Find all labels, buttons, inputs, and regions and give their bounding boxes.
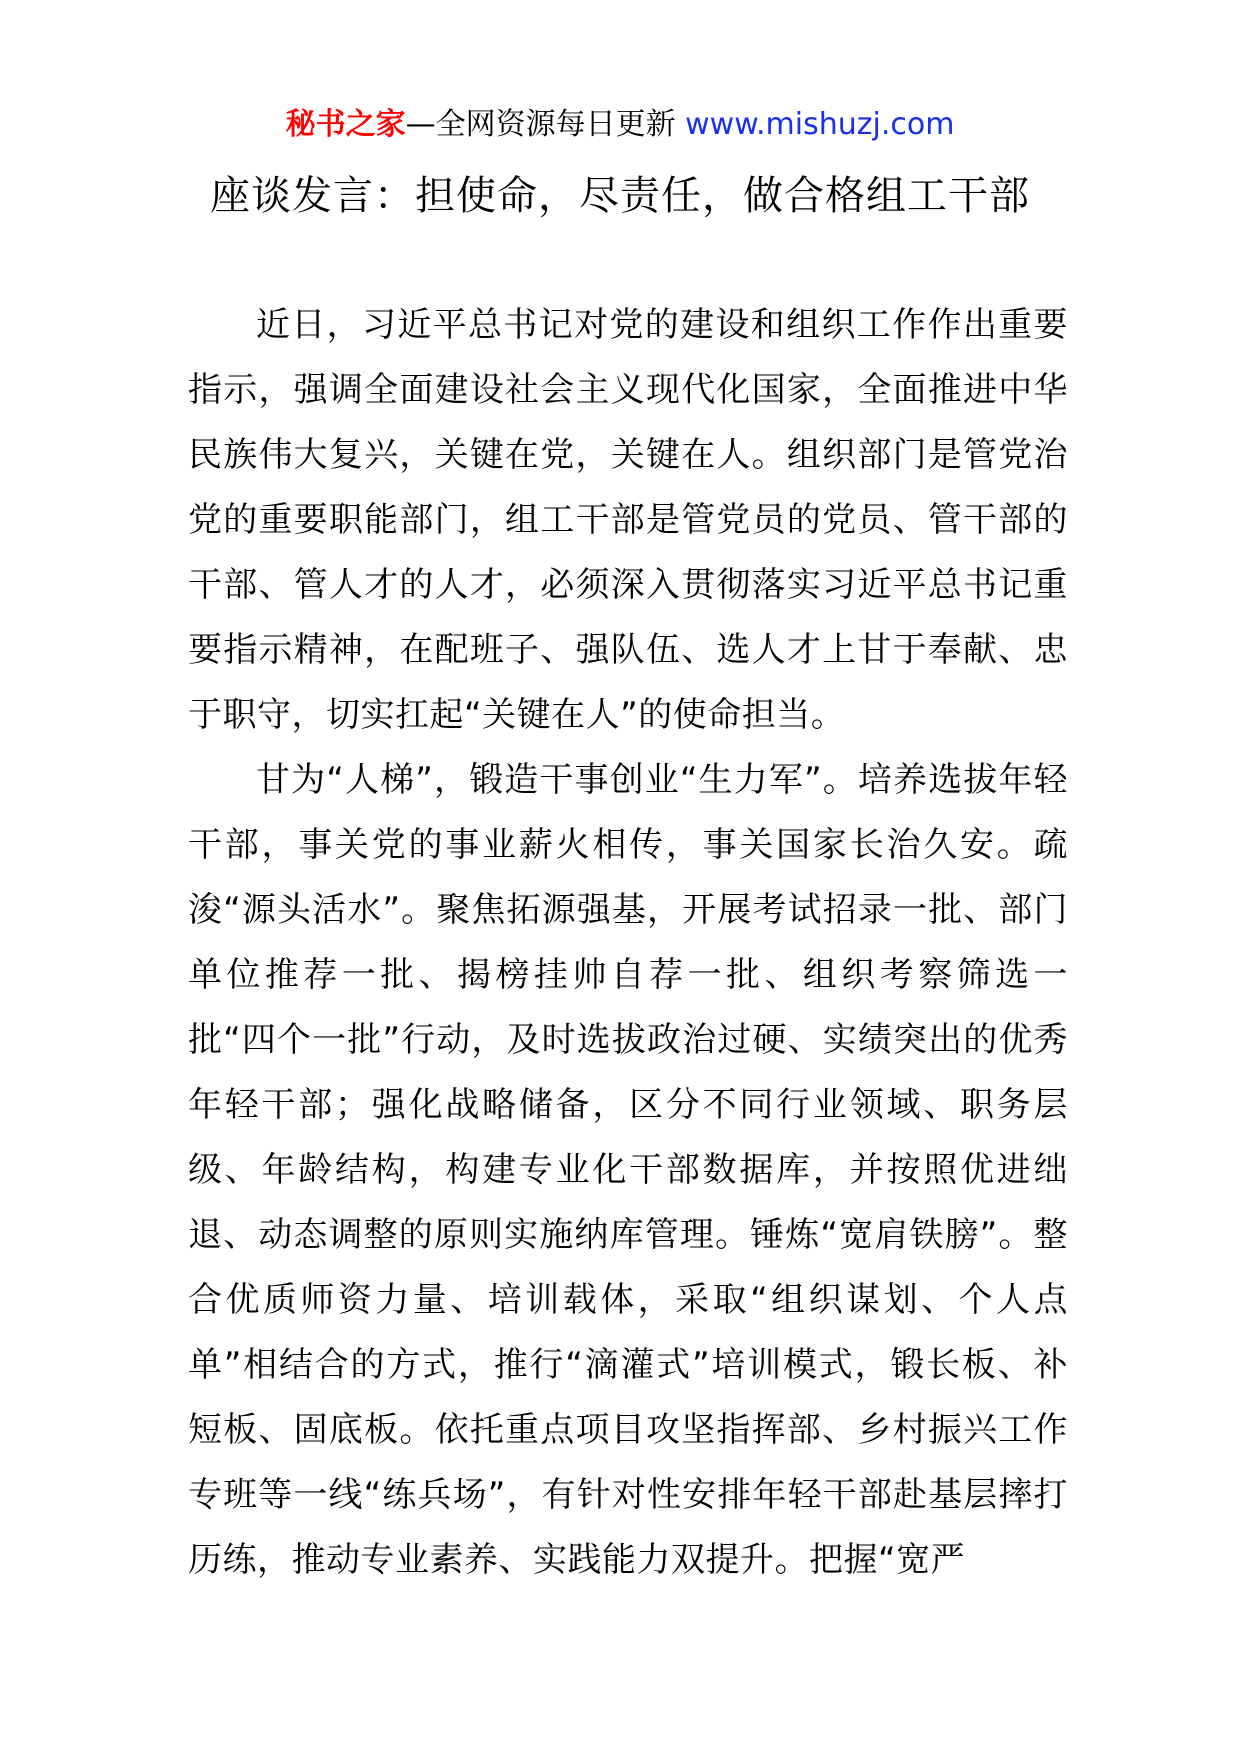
site-header — [0, 103, 1240, 147]
site-tagline: —全网资源每日更新 — [405, 107, 686, 142]
brand-name: 秘书之家 — [285, 107, 406, 142]
site-url-link[interactable]: www.mishuzj.com — [685, 107, 955, 142]
paragraph-young-cadres: 甘为“人梯”，锻造干事创业“生力军”。培养选拔年轻干部，事关党的事业薪火相传，事关国家长治久安。疏浚“源头活水”。聚焦拓源强基，开展考试招录一批、部门单位推荐一批、揭榜挂帅自荐一批、组织考察筛选一批“四个一批”行动，及时选拔政治过硬、实绩突出的优秀年轻干部；强化战略储备，区分不同行业领域、职务层级、年龄结构，构建专业化干部数据库，并按照优进绌退、动态调整的原则实施纳库管理。锤炼“宽肩铁膀”。整合优质师资力量、培训载体，采取“组织谋划、个人点单”相结合的方式，推行“滴灌式”培训模式，锻长板、补短板、固底板。依托重点项目攻坚指挥部、乡村振兴工作专班等一线“练兵场”，有针对性安排年轻干部赴基层摔打历练，推动专业素养、实践能力双提升。把握“宽严 — [188, 760, 1068, 1580]
paragraph-intro: 近日，习近平总书记对党的建设和组织工作作出重要指示，强调全面建设社会主义现代化国家，全面推进中华民族伟大复兴，关键在党，关键在人。组织部门是管党治党的重要职能部门，组工干部是管党员的党员、管干部的干部、管人才的人才，必须深入贯彻落实习近平总书记重要指示精神，在配班子、强队伍、选人才上甘于奉献、忠于职守，切实扛起“关键在人”的使命担当。 — [188, 305, 1068, 735]
document-body — [188, 293, 1068, 1593]
document-title: 座谈发言：担使命，尽责任，做合格组工干部 — [210, 173, 1030, 219]
